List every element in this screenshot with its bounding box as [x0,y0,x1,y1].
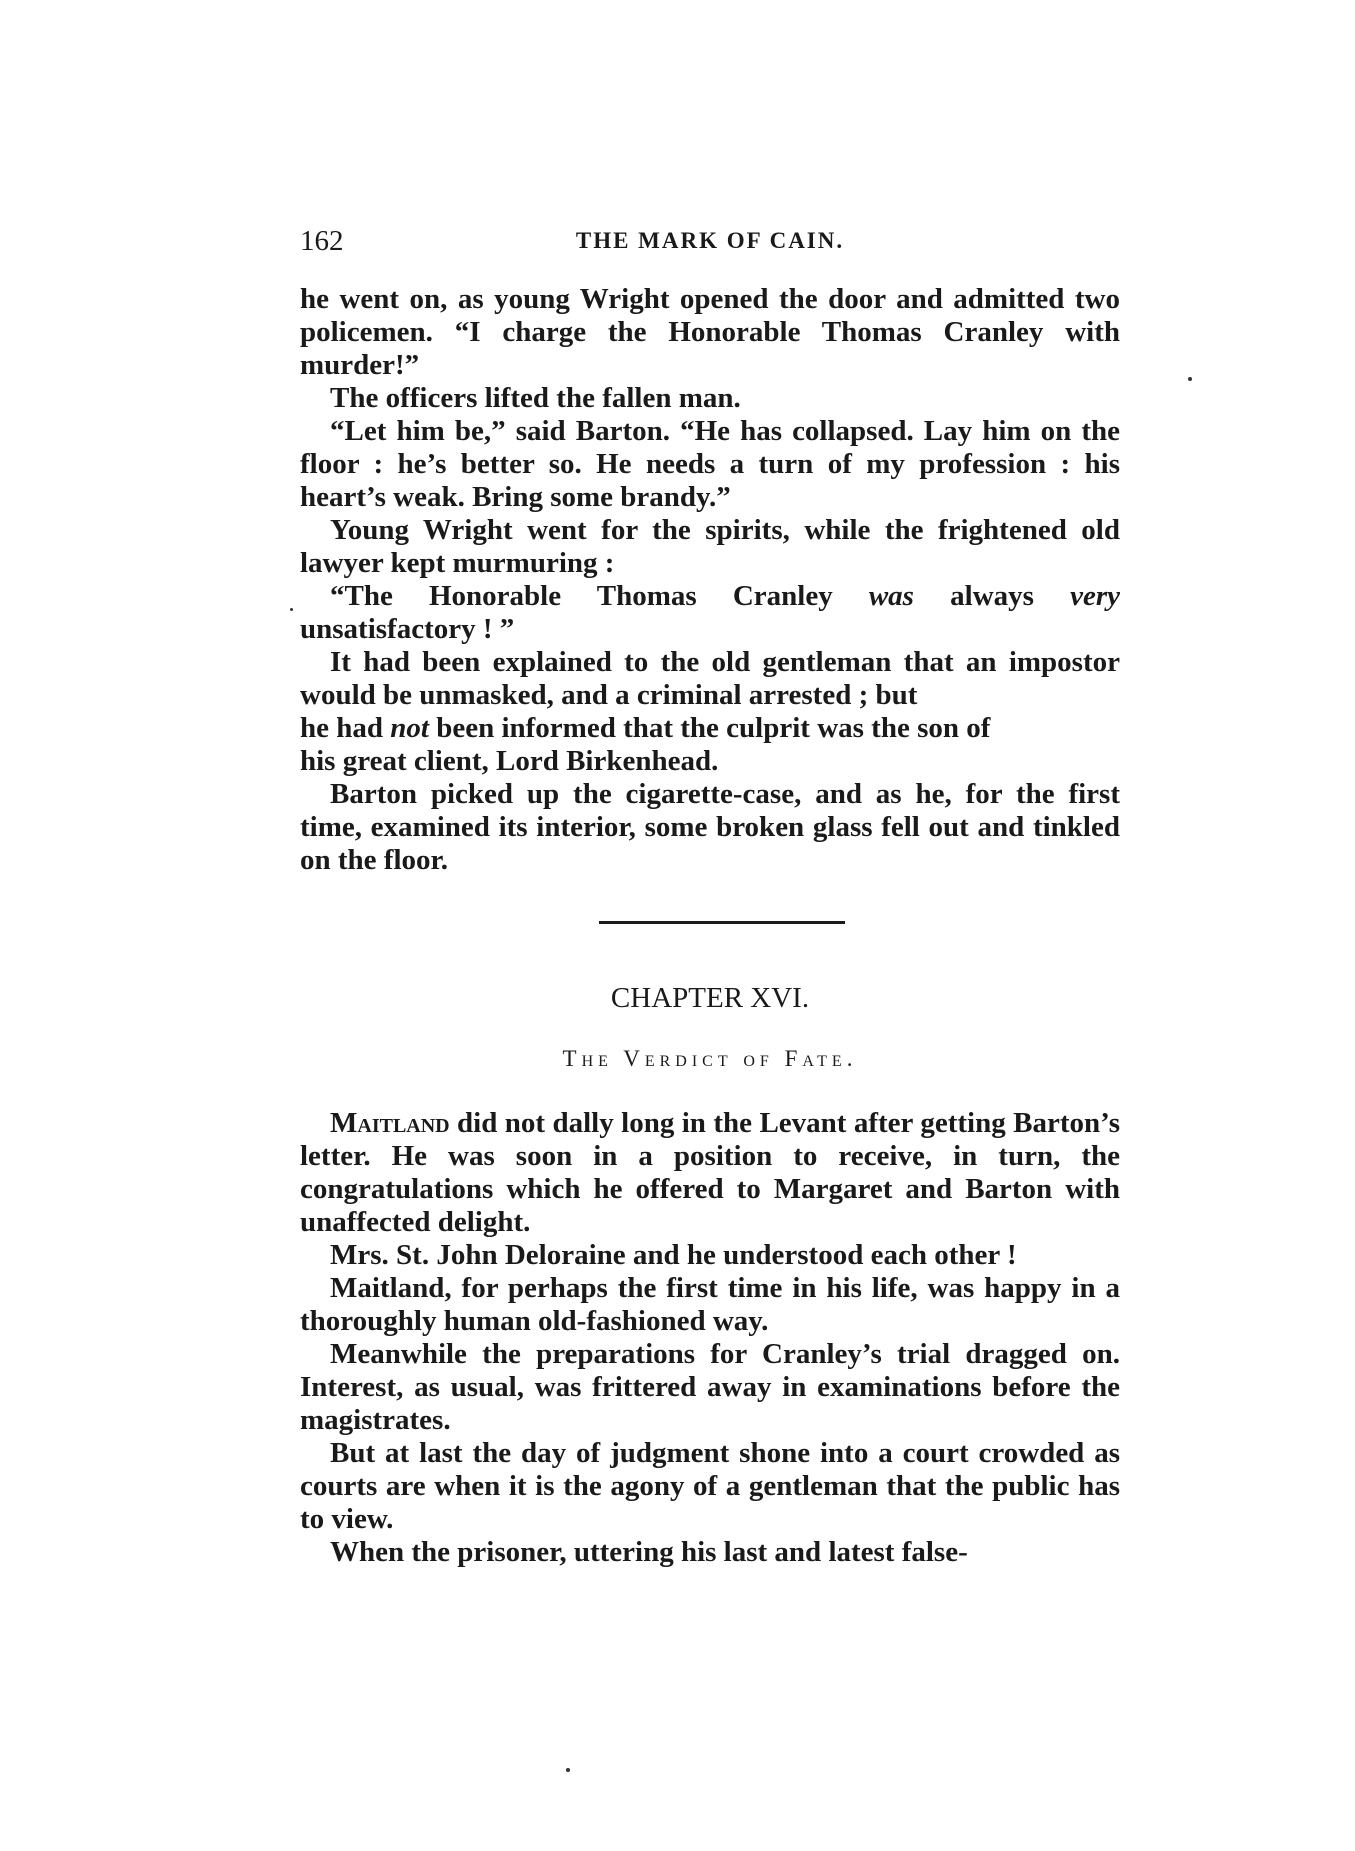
paragraph: “Let him be,” said Barton. “He has collapsed. Lay him on the floor : he’s better so. He needs a turn of my profession : his heart’s weak. Bring some brandy.” [300,415,1120,513]
print-speck [1188,377,1192,381]
paragraph: Mrs. St. John Deloraine and he understood each other ! [330,1239,1017,1271]
paragraph: The officers lifted the fallen man. [330,382,741,414]
section-divider [599,921,845,924]
chapter-heading: CHAPTER XVI. [610,982,810,1014]
text-run: he had [300,712,391,744]
paragraph: Meanwhile the preparations for Cranley’s trial dragged on. Interest, as usual, was frittered away in examinations before the magistrates. [300,1338,1120,1436]
paragraph: Young Wright went for the spirits, while the frightened old lawyer kept murmuring : [300,514,1120,579]
paragraph [300,1107,1120,1239]
paragraph [300,580,1120,646]
print-speck [290,608,293,611]
chapter-subtitle: The Verdict of Fate. [562,1046,858,1071]
print-speck [566,1768,570,1772]
running-title: THE MARK OF CAIN. [575,228,845,253]
paragraph: Maitland, for perhaps the first time in his life, was happy in a thoroughly human old-fashioned way. [300,1272,1120,1337]
page-header [300,221,1120,261]
chapter-opening-word: Maitland [330,1107,450,1139]
section-one-text [300,283,1120,877]
page-number: 162 [300,225,344,257]
italic-word: was [868,580,914,612]
paragraph: Barton picked up the cigarette-case, and as he, for the first time, examined its interior, some broken glass fell out and tinkled on the floor. [300,778,1120,876]
italic-word: very [1070,580,1120,612]
paragraph: When the prisoner, uttering his last and latest false- [330,1536,968,1568]
text-run: always [913,580,1071,612]
paragraph-continuation: his great client, Lord Birkenhead. [300,745,719,777]
text-run: been informed that the culprit was the son of [428,712,991,744]
section-two-text [300,1107,1120,1569]
paragraph: It had been explained to the old gentleman that an impostor would be unmasked, and a criminal arrested ; but [300,646,1120,711]
italic-word: not [390,712,429,744]
text-run: did not dally long in the Levant after getting Barton’s letter. He was soon in a position to receive, in turn, the congratulations which he offered to Margaret and Barton with unaffected delight. [300,1107,1120,1238]
text-run: “The Honorable Thomas Cranley [330,580,869,612]
text-run: unsatisfactory ! ” [300,613,515,645]
paragraph-continuation [300,712,1120,745]
paragraph: he went on, as young Wright opened the door and admitted two policemen. “I charge the Honorable Thomas Cranley with murder!” [300,283,1120,381]
paragraph: But at last the day of judgment shone into a court crowded as courts are when it is the agony of a gentleman that the public has to view. [300,1437,1120,1535]
